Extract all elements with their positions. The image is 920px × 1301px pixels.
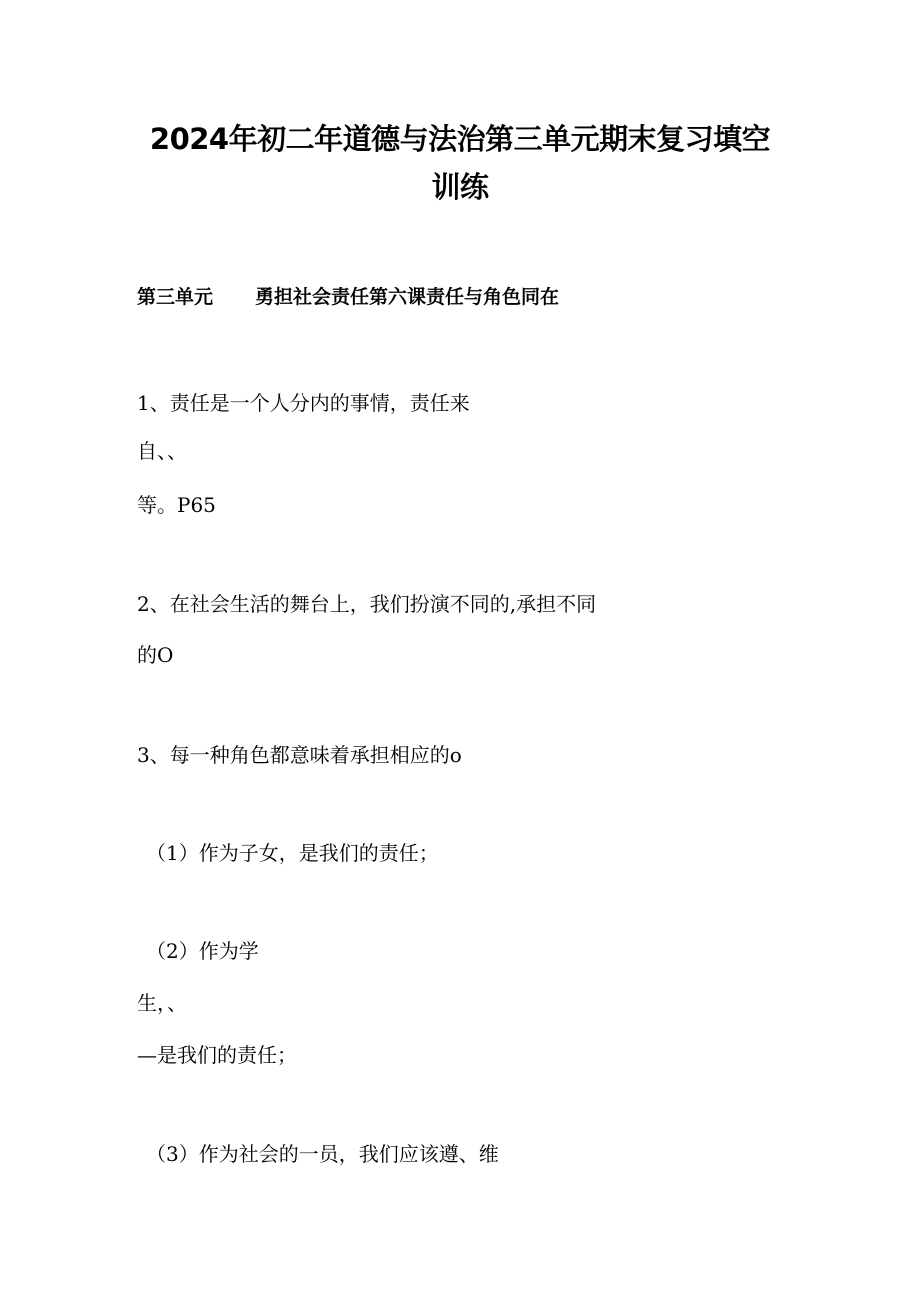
sub-item-1: （1）作为子女，是我们的责任； — [146, 841, 439, 865]
document-title-line-2: 训练 — [431, 170, 489, 204]
sub-item-2-line-1: （2）作为学 — [146, 939, 259, 963]
question-3-line-1: 3、每一种角色都意味着承担相应的o — [137, 743, 462, 767]
question-1-line-3: 等。P65 — [137, 493, 216, 517]
sub-item-3: （3）作为社会的一员，我们应该遵、维 — [146, 1142, 499, 1166]
sub-item-2-line-3: —是我们的责任； — [137, 1043, 297, 1067]
document-title-line-1: 2024年初二年道德与法治第三单元期末复习填空 — [149, 122, 771, 156]
section-subtitle: 勇担社会责任第六课责任与角色同在 — [255, 286, 560, 308]
question-1-line-2: 自、、 — [137, 439, 187, 463]
section-unit-label: 第三单元 — [137, 286, 214, 308]
question-1-line-1: 1、责任是一个人分内的事情，责任来 — [137, 391, 470, 415]
question-2-line-2: 的O — [137, 643, 174, 667]
sub-item-2-line-2: 生，、 — [137, 991, 187, 1015]
section-heading — [137, 282, 559, 312]
question-2-line-1: 2、在社会生活的舞台上，我们扮演不同的,承担不同 — [137, 592, 597, 616]
